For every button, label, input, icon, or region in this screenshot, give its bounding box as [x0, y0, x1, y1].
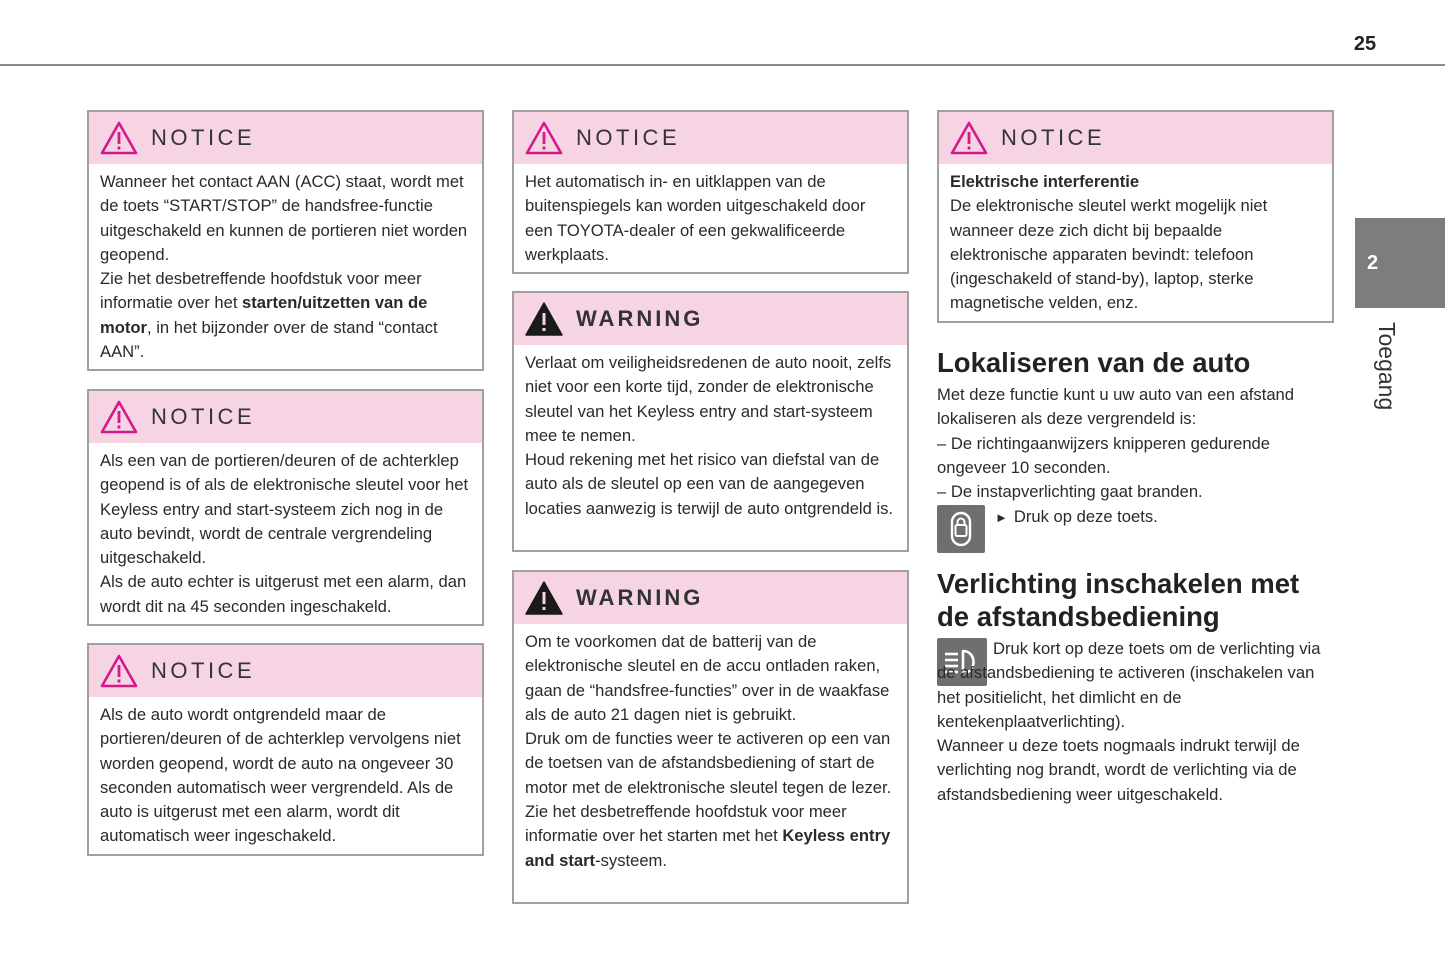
- warning-header: [514, 293, 907, 345]
- emphasis-text: starten/uitzetten van de motor: [100, 293, 428, 337]
- warning-box-key-theft: [512, 291, 909, 552]
- notice-text: Wanneer het contact AAN (ACC) staat, wordt met de toets “START/STOP” de handsfree-functie uitgeschakeld en kunnen de portieren niet worden geopend.: [100, 172, 468, 264]
- notice-label: NOTICE: [151, 125, 256, 150]
- notice-text: [100, 267, 472, 364]
- warning-text: [525, 800, 897, 873]
- notice-label: NOTICE: [151, 658, 256, 683]
- notice-body: [89, 443, 482, 627]
- heading-line: de afstandsbediening: [937, 601, 1220, 632]
- list-item: – De richtingaanwijzers knipperen gedurende ongeveer 10 seconden.: [937, 433, 1271, 477]
- text-run: , in het bijzonder over de stand “contact AAN”.: [100, 317, 438, 362]
- notice-body: [514, 164, 907, 275]
- header-divider: [0, 64, 1445, 66]
- arrow-marker-icon: ►: [995, 510, 1008, 525]
- notice-header: [89, 112, 482, 164]
- notice-text: Als de auto echter is uitgerust met een alarm, dan wordt dit na 45 seconden ingeschakeld.: [100, 572, 467, 616]
- chapter-label: Toegang: [1374, 322, 1400, 411]
- page-number: 25: [1353, 33, 1377, 55]
- text-run: Zie het desbetreffende hoofdstuk voor meer informatie over het starten met het: [525, 802, 847, 846]
- warning-triangle-icon: [524, 301, 564, 337]
- warning-text: Om te voorkomen dat de batterij van de elektronische sleutel en de accu ontladen raken, gaan de “handsfree-functies” over in de waakfase als de auto 21 dagen niet is gebruikt.: [525, 632, 890, 724]
- notice-box-auto-relock: [87, 643, 484, 856]
- notice-warning-triangle-icon: [524, 120, 564, 156]
- warning-label: WARNING: [576, 585, 704, 610]
- paragraph: Met deze functie kunt u uw auto van een afstand lokaliseren als deze vergrendeld is:: [937, 385, 1295, 429]
- section-lighting-body: [937, 637, 1332, 807]
- notice-title-text: Elektrische interferentie: [950, 172, 1140, 191]
- chapter-tab[interactable]: [1355, 218, 1445, 308]
- emphasis-text: Keyless entry and start: [525, 826, 891, 870]
- warning-text: Verlaat om veiligheidsredenen de auto nooit, zelfs niet voor een korte tijd, zonder de elektronische sleutel van het Keyless entry and start-systeem mee te nemen.: [525, 353, 892, 445]
- warning-triangle-icon: [524, 580, 564, 616]
- notice-text: Als de auto wordt ontgrendeld maar de portieren/deuren of de achterklep vervolgens niet worden geopend, wordt de auto na ongeveer 30 seconden automatisch weer vergrendeld. Als de auto is uitgerust met een alarm, wordt dit automatisch weer ingeschakeld.: [100, 705, 461, 846]
- text-run: Zie het desbetreffende hoofdstuk voor meer informatie over het: [100, 269, 422, 313]
- heading-line: Verlichting inschakelen met: [937, 568, 1300, 599]
- notice-text: De elektronische sleutel werkt mogelijk niet wanneer deze zich dicht bij bepaalde elektronische apparaten bevindt: telefoon (ingeschakeld of stand-by), laptop, sterke magnetische velden, enz.: [950, 196, 1268, 313]
- section-locate-body: [937, 383, 1332, 504]
- notice-label: NOTICE: [1001, 125, 1106, 150]
- warning-text: Druk om de functies weer te activeren op een van de toetsen van de afstandsbediening of start de motor met de elektronische sleutel tegen de lezer.: [525, 729, 892, 797]
- notice-header: [939, 112, 1332, 164]
- warning-header: [514, 572, 907, 624]
- lock-icon: [937, 505, 985, 553]
- notice-body: [939, 164, 1332, 324]
- notice-warning-triangle-icon: [99, 653, 139, 689]
- section-heading-lighting: [937, 567, 1299, 633]
- text-run: -systeem.: [595, 850, 667, 870]
- notice-box-mirrors: [512, 110, 909, 274]
- locate-button-icon: [937, 505, 985, 553]
- warning-box-battery: [512, 570, 909, 904]
- notice-title: [950, 170, 1322, 194]
- list-item: – De instapverlichting gaat branden.: [937, 482, 1203, 502]
- notice-warning-triangle-icon: [99, 120, 139, 156]
- notice-label: NOTICE: [576, 125, 681, 150]
- notice-warning-triangle-icon: [949, 120, 989, 156]
- notice-body: [89, 697, 482, 857]
- paragraph: Druk kort op deze toets om de verlichting via de afstandsbediening te activeren (inschakelen van het positielicht, het dimlicht en de kentekenplaatverlichting).: [937, 639, 1321, 731]
- paragraph: Wanneer u deze toets nogmaals indrukt terwijl de verlichting nog brandt, wordt de verlichting via de afstandsbediening weer uitgeschakeld.: [937, 736, 1300, 804]
- action-text: Druk op deze toets.: [1013, 507, 1158, 526]
- warning-body: [514, 624, 907, 881]
- chapter-number: 2: [1367, 251, 1379, 274]
- notice-warning-triangle-icon: [99, 399, 139, 435]
- notice-text: Het automatisch in- en uitklappen van de buitenspiegels kan worden uitgeschakeld door een TOYOTA-dealer of een gekwalificeerde werkplaats.: [525, 172, 866, 264]
- notice-label: NOTICE: [151, 404, 256, 429]
- locate-action: [995, 505, 1158, 530]
- warning-body: [514, 345, 907, 529]
- notice-header: [89, 645, 482, 697]
- section-heading-locate: Lokaliseren van de auto: [937, 347, 1251, 378]
- notice-box-central-locking: [87, 389, 484, 626]
- notice-text: Als een van de portieren/deuren of de achterklep geopend is of als de elektronische sleutel voor het Keyless entry and start-systeem zich nog in de auto bevindt, wordt de centrale vergrendeling uitgeschakeld.: [100, 451, 469, 568]
- notice-box-interference: [937, 110, 1334, 323]
- warning-text: Houd rekening met het risico van diefstal van de auto als de sleutel op een van de aangegeven locaties aanwezig is terwijl de auto ontgrendeld is.: [525, 450, 894, 518]
- notice-header: [89, 391, 482, 443]
- notice-body: [89, 164, 482, 372]
- notice-header: [514, 112, 907, 164]
- notice-box-contact-acc: [87, 110, 484, 371]
- warning-label: WARNING: [576, 306, 704, 331]
